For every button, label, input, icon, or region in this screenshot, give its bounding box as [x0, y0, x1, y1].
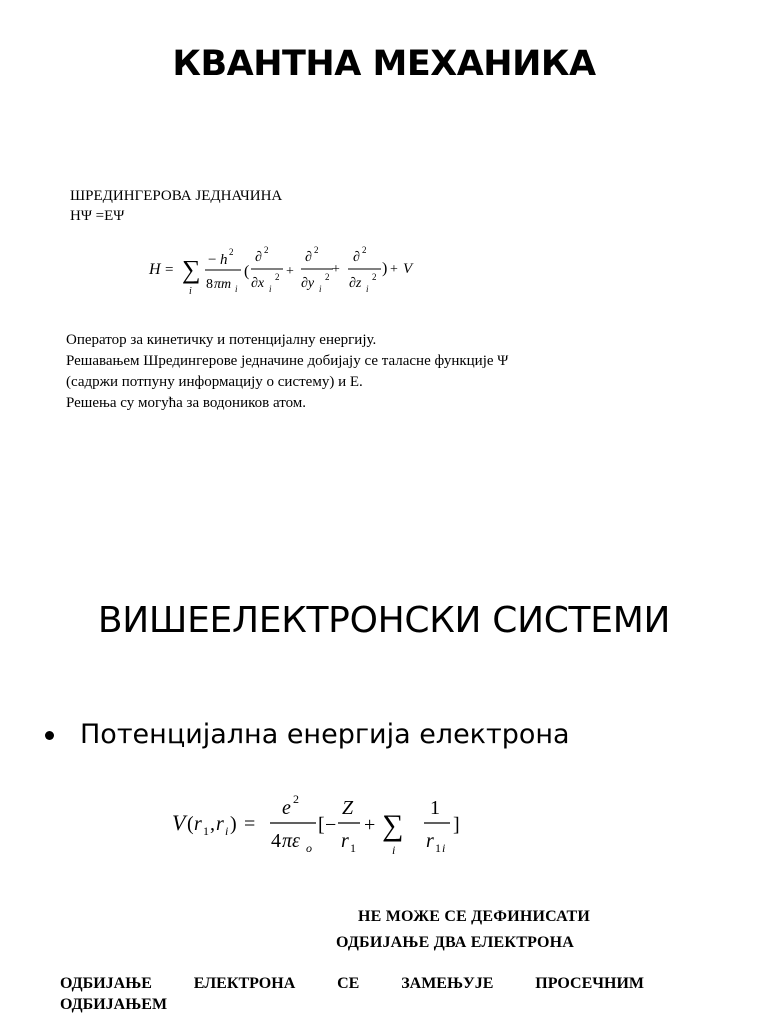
note-line: ОДБИЈАЊЕ ДВА ЕЛЕКТРОНА — [336, 934, 575, 951]
svg-text:∂y: ∂y — [301, 276, 315, 291]
svg-text:∂x: ∂x — [251, 276, 265, 291]
svg-text:]: ] — [453, 814, 460, 836]
svg-text:,: , — [210, 813, 215, 835]
svg-text:2: 2 — [229, 247, 234, 257]
svg-text:i: i — [225, 824, 229, 838]
explanation-text — [66, 330, 706, 414]
svg-text:2: 2 — [293, 792, 299, 806]
svg-text:−: − — [208, 252, 217, 268]
svg-text:i: i — [235, 284, 238, 294]
svg-text:Z: Z — [342, 797, 354, 819]
svg-text:e: e — [282, 797, 291, 819]
svg-text:2: 2 — [264, 245, 269, 255]
svg-text:8: 8 — [206, 277, 213, 292]
svg-text:+: + — [390, 262, 398, 277]
svg-text:4: 4 — [271, 830, 281, 852]
explanation-line: Оператор за кинетичку и потенцијалну енергију. — [66, 332, 377, 348]
svg-text:+: + — [364, 814, 376, 836]
svg-text:i: i — [392, 843, 396, 857]
svg-text:h: h — [220, 252, 228, 268]
svg-text:1: 1 — [435, 841, 441, 855]
svg-text:1: 1 — [430, 797, 440, 819]
explanation-line: Решења су могућа за водоников атом. — [66, 395, 307, 411]
equation-short: HΨ =EΨ — [70, 208, 125, 224]
hamiltonian-formula — [145, 240, 445, 304]
slide-multielectron-systems — [0, 512, 768, 1024]
svg-text:r: r — [216, 813, 224, 835]
svg-text:1: 1 — [350, 841, 356, 855]
svg-text:∂: ∂ — [255, 250, 262, 265]
svg-text:[: [ — [318, 814, 325, 836]
explanation-line: (садржи потпуну информацију о систему) и Е. — [66, 374, 363, 390]
equation-label — [70, 186, 282, 226]
svg-text:r: r — [341, 830, 349, 852]
bullet-icon — [45, 731, 54, 740]
svg-text:∂: ∂ — [305, 250, 312, 265]
svg-text:2: 2 — [314, 245, 319, 255]
bullet-item — [40, 717, 570, 753]
svg-text:∂z: ∂z — [349, 276, 362, 291]
svg-text:−: − — [325, 814, 337, 836]
svg-text:(: ( — [244, 263, 250, 280]
svg-text:): ) — [230, 813, 237, 835]
svg-text:i: i — [366, 284, 369, 294]
svg-text:+: + — [286, 264, 294, 279]
svg-text:V: V — [403, 261, 413, 277]
svg-text:2: 2 — [325, 272, 330, 282]
note-line: НЕ МОЖЕ СЕ ДЕФИНИСАТИ — [358, 908, 590, 925]
svg-text:1: 1 — [203, 824, 209, 838]
svg-text:∑: ∑ — [182, 255, 201, 284]
svg-text:=: = — [165, 262, 174, 278]
explanation-line: Решавањем Шредингерове једначине добијају се таласне функције Ψ — [66, 353, 509, 369]
note-line: ОДБИЈАЊЕ ЕЛЕКТРОНА СЕ ЗАМЕЊУЈЕ ПРОСЕЧНИМ — [60, 975, 644, 992]
svg-text:i: i — [319, 284, 322, 294]
svg-text:2: 2 — [362, 245, 367, 255]
potential-energy-formula — [170, 790, 470, 862]
slide-title: ВИШЕЕЛЕКТРОНСКИ СИСТЕМИ — [97, 600, 671, 641]
svg-text:(: ( — [187, 813, 194, 835]
svg-text:2: 2 — [372, 272, 377, 282]
svg-text:πε: πε — [282, 830, 300, 852]
svg-text:o: o — [306, 841, 312, 855]
svg-text:+: + — [332, 262, 340, 277]
svg-text:H: H — [149, 261, 161, 278]
svg-text:V: V — [172, 810, 186, 835]
svg-text:): ) — [382, 260, 388, 277]
svg-text:=: = — [244, 813, 256, 835]
svg-text:2: 2 — [275, 272, 280, 282]
svg-text:i: i — [189, 286, 192, 297]
equation-name: ШРЕДИНГЕРОВА ЈЕДНАЧИНА — [70, 188, 283, 204]
svg-text:i: i — [442, 841, 446, 855]
svg-text:r: r — [426, 830, 434, 852]
note-line: ОДБИЈАЊЕМ — [60, 996, 168, 1013]
bullet-text: Потенцијална енергија електрона — [80, 719, 570, 750]
svg-text:∂: ∂ — [353, 250, 360, 265]
slide-title: КВАНТНА МЕХАНИКА — [172, 44, 596, 84]
svg-text:∑: ∑ — [382, 809, 404, 842]
svg-text:πm: πm — [214, 277, 232, 292]
svg-text:r: r — [194, 813, 202, 835]
svg-text:i: i — [269, 284, 272, 294]
